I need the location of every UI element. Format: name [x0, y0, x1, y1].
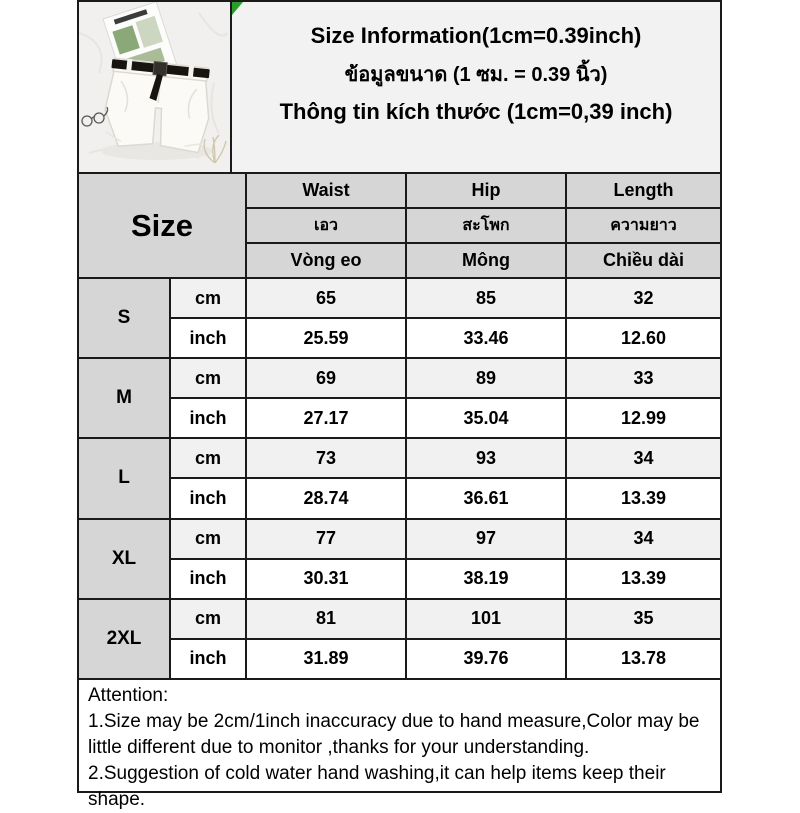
value-2xl-waist-inch: 31.89 — [247, 640, 405, 678]
col-header-length-vi: Chiều dài — [567, 244, 720, 277]
col-header-length-en: Length — [567, 174, 720, 207]
attention-line-1: 1.Size may be 2cm/1inch inaccuracy due to hand measure,Color may be little different due to monitor ,thanks for your understanding. — [88, 711, 700, 758]
value-l-length-cm: 34 — [567, 439, 720, 477]
attention-note — [77, 680, 722, 810]
value-l-hip-inch: 36.61 — [407, 479, 565, 517]
unit-inch-m: inch — [171, 399, 245, 437]
value-m-waist-cm: 69 — [247, 359, 405, 397]
value-l-length-inch: 13.39 — [567, 479, 720, 517]
value-m-hip-inch: 35.04 — [407, 399, 565, 437]
unit-inch-2xl: inch — [171, 640, 245, 678]
value-xl-length-cm: 34 — [567, 520, 720, 558]
value-s-waist-inch: 25.59 — [247, 319, 405, 357]
size-header-cell: Size — [79, 174, 245, 277]
value-xl-waist-cm: 77 — [247, 520, 405, 558]
title-thai: ข้อมูลขนาด (1 ซม. = 0.39 นิ้ว) — [344, 64, 608, 86]
value-m-length-inch: 12.99 — [567, 399, 720, 437]
size-label-s: S — [79, 279, 169, 357]
value-s-length-inch: 12.60 — [567, 319, 720, 357]
top-section — [77, 0, 722, 172]
size-table — [77, 172, 722, 680]
size-label-l: L — [79, 439, 169, 517]
unit-cm-m: cm — [171, 359, 245, 397]
attention-line-2: 2.Suggestion of cold water hand washing,it can help items keep their shape. — [88, 763, 666, 810]
unit-inch-xl: inch — [171, 560, 245, 598]
size-label-m: M — [79, 359, 169, 437]
title-vietnamese: Thông tin kích thước (1cm=0,39 inch) — [279, 99, 673, 124]
unit-cm-s: cm — [171, 279, 245, 317]
title-panel — [232, 2, 720, 172]
unit-cm-2xl: cm — [171, 600, 245, 638]
product-photo-illustration — [79, 2, 230, 172]
value-l-waist-inch: 28.74 — [247, 479, 405, 517]
size-label-2xl: 2XL — [79, 600, 169, 678]
size-label-xl: XL — [79, 520, 169, 598]
value-m-length-cm: 33 — [567, 359, 720, 397]
value-s-hip-inch: 33.46 — [407, 319, 565, 357]
col-header-waist-vi: Vòng eo — [247, 244, 405, 277]
value-2xl-hip-cm: 101 — [407, 600, 565, 638]
value-2xl-length-inch: 13.78 — [567, 640, 720, 678]
unit-cm-xl: cm — [171, 520, 245, 558]
unit-cm-l: cm — [171, 439, 245, 477]
value-s-length-cm: 32 — [567, 279, 720, 317]
value-s-waist-cm: 65 — [247, 279, 405, 317]
col-header-waist-en: Waist — [247, 174, 405, 207]
value-l-hip-cm: 93 — [407, 439, 565, 477]
value-xl-length-inch: 13.39 — [567, 560, 720, 598]
unit-inch-s: inch — [171, 319, 245, 357]
product-photo — [79, 2, 232, 172]
value-2xl-length-cm: 35 — [567, 600, 720, 638]
col-header-length-th: ความยาว — [567, 209, 720, 242]
col-header-hip-en: Hip — [407, 174, 565, 207]
value-xl-hip-cm: 97 — [407, 520, 565, 558]
value-m-waist-inch: 27.17 — [247, 399, 405, 437]
col-header-hip-vi: Mông — [407, 244, 565, 277]
value-s-hip-cm: 85 — [407, 279, 565, 317]
green-corner-marker — [232, 2, 243, 15]
col-header-waist-th: เอว — [247, 209, 405, 242]
value-xl-waist-inch: 30.31 — [247, 560, 405, 598]
title-english: Size Information(1cm=0.39inch) — [310, 23, 642, 48]
attention-title: Attention: — [88, 685, 169, 706]
value-2xl-waist-cm: 81 — [247, 600, 405, 638]
value-l-waist-cm: 73 — [247, 439, 405, 477]
value-xl-hip-inch: 38.19 — [407, 560, 565, 598]
value-2xl-hip-inch: 39.76 — [407, 640, 565, 678]
value-m-hip-cm: 89 — [407, 359, 565, 397]
unit-inch-l: inch — [171, 479, 245, 517]
col-header-hip-th: สะโพก — [407, 209, 565, 242]
